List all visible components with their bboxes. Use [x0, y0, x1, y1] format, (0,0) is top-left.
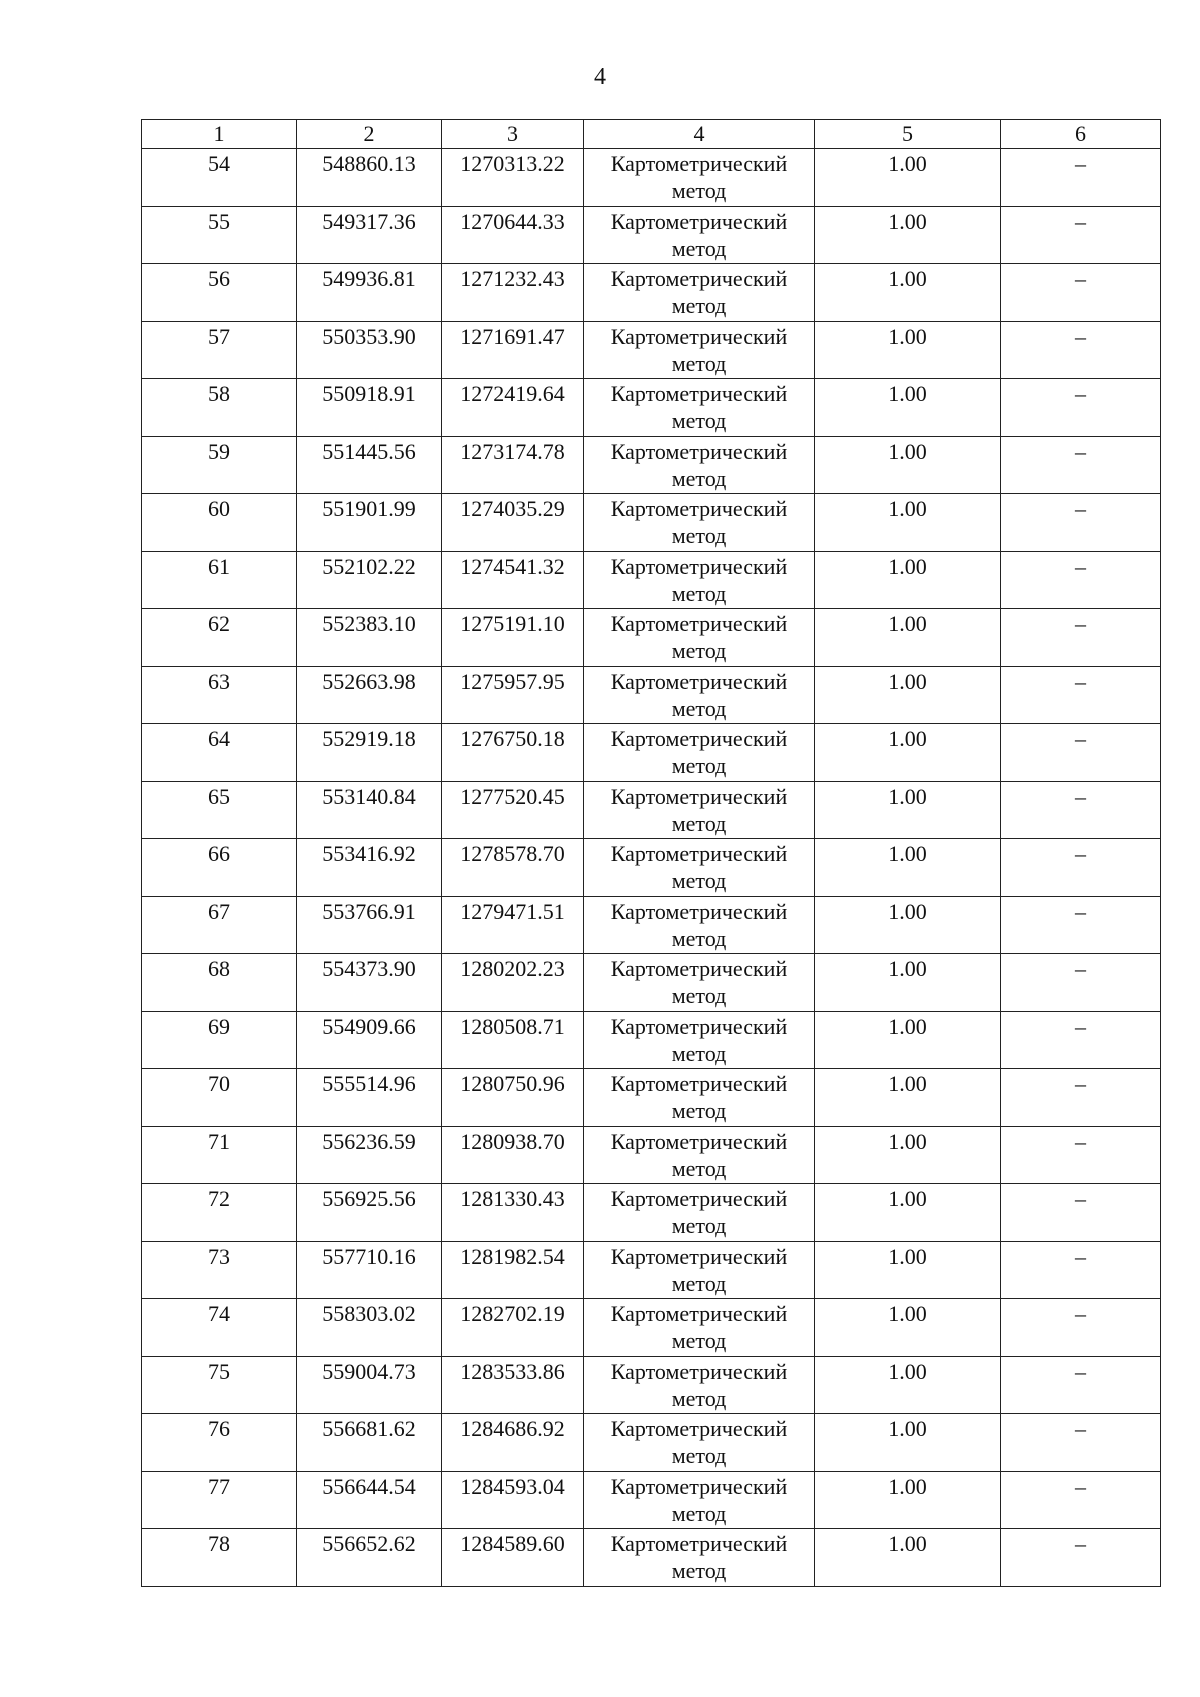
method-cell [584, 149, 815, 207]
method-cell [584, 609, 815, 667]
description-cell: – [1001, 1471, 1161, 1529]
description-cell: – [1001, 1299, 1161, 1357]
x-coordinate-cell: 552383.10 [297, 609, 442, 667]
method-text-line2: метод [671, 178, 727, 203]
point-number-cell: 54 [142, 149, 297, 207]
description-cell: – [1001, 781, 1161, 839]
description-cell: – [1001, 436, 1161, 494]
point-number-cell: 55 [142, 206, 297, 264]
point-number-cell: 67 [142, 896, 297, 954]
page-number: 4 [594, 64, 606, 90]
y-coordinate-cell: 1281330.43 [442, 1184, 584, 1242]
point-number-cell: 62 [142, 609, 297, 667]
description-cell: – [1001, 1529, 1161, 1587]
accuracy-cell: 1.00 [815, 321, 1001, 379]
point-number-cell: 74 [142, 1299, 297, 1357]
description-cell: – [1001, 839, 1161, 897]
description-cell: – [1001, 379, 1161, 437]
method-cell [584, 1241, 815, 1299]
method-text-line1: Картометрический [610, 1301, 788, 1326]
point-number-cell: 69 [142, 1011, 297, 1069]
method-text-line1: Картометрический [610, 841, 788, 866]
method-text-line2: метод [671, 983, 727, 1008]
table-row [142, 609, 1161, 667]
method-text-line2: метод [671, 293, 727, 318]
method-text-line2: метод [671, 1270, 727, 1296]
table-row [142, 1356, 1161, 1414]
method-text-line1: Картометрический [610, 668, 788, 694]
method-text-line2: метод [671, 1098, 727, 1123]
accuracy-cell: 1.00 [815, 379, 1001, 437]
table-row [142, 494, 1161, 552]
y-coordinate-cell: 1273174.78 [442, 436, 584, 494]
point-number-cell: 77 [142, 1471, 297, 1529]
accuracy-cell: 1.00 [815, 839, 1001, 897]
description-cell: – [1001, 264, 1161, 322]
method-text-line2: метод [671, 580, 727, 606]
description-cell: – [1001, 1414, 1161, 1472]
table-body [142, 149, 1161, 1587]
y-coordinate-cell: 1280750.96 [442, 1069, 584, 1127]
x-coordinate-cell: 551901.99 [297, 494, 442, 552]
accuracy-cell: 1.00 [815, 149, 1001, 207]
column-header-5: 5 [815, 120, 1001, 149]
method-text-line2: метод [671, 235, 727, 261]
x-coordinate-cell: 554373.90 [297, 954, 442, 1012]
method-cell [584, 264, 815, 322]
method-text-line2: метод [671, 1558, 727, 1583]
y-coordinate-cell: 1275957.95 [442, 666, 584, 724]
accuracy-cell: 1.00 [815, 494, 1001, 552]
y-coordinate-cell: 1274035.29 [442, 494, 584, 552]
method-text-line2: метод [671, 1385, 727, 1411]
y-coordinate-cell: 1280202.23 [442, 954, 584, 1012]
description-cell: – [1001, 1011, 1161, 1069]
y-coordinate-cell: 1284593.04 [442, 1471, 584, 1529]
table-row [142, 1529, 1161, 1587]
table-row [142, 1011, 1161, 1069]
description-cell: – [1001, 494, 1161, 552]
point-number-cell: 63 [142, 666, 297, 724]
point-number-cell: 64 [142, 724, 297, 782]
method-text-line2: метод [671, 1155, 727, 1181]
method-text-line1: Картометрический [610, 1358, 788, 1384]
accuracy-cell: 1.00 [815, 1414, 1001, 1472]
accuracy-cell: 1.00 [815, 1529, 1001, 1587]
column-header-4: 4 [584, 120, 815, 149]
description-cell: – [1001, 666, 1161, 724]
description-cell: – [1001, 609, 1161, 667]
method-cell [584, 1184, 815, 1242]
method-text-line1: Картометрический [610, 496, 788, 521]
description-cell: – [1001, 1069, 1161, 1127]
point-number-cell: 76 [142, 1414, 297, 1472]
method-cell [584, 724, 815, 782]
method-text-line2: метод [671, 1213, 727, 1238]
description-cell: – [1001, 1241, 1161, 1299]
x-coordinate-cell: 550918.91 [297, 379, 442, 437]
method-text-line1: Картометрический [610, 151, 788, 176]
y-coordinate-cell: 1271691.47 [442, 321, 584, 379]
accuracy-cell: 1.00 [815, 1471, 1001, 1529]
method-text-line2: метод [671, 408, 727, 433]
method-cell [584, 321, 815, 379]
method-cell [584, 1011, 815, 1069]
point-number-cell: 59 [142, 436, 297, 494]
point-number-cell: 56 [142, 264, 297, 322]
accuracy-cell: 1.00 [815, 1184, 1001, 1242]
point-number-cell: 73 [142, 1241, 297, 1299]
description-cell: – [1001, 1126, 1161, 1184]
y-coordinate-cell: 1271232.43 [442, 264, 584, 322]
method-text-line1: Картометрический [610, 1531, 788, 1556]
method-text-line1: Картометрический [610, 611, 788, 636]
method-text-line2: метод [671, 753, 727, 778]
x-coordinate-cell: 553416.92 [297, 839, 442, 897]
method-text-line2: метод [671, 1040, 727, 1066]
column-header-6: 6 [1001, 120, 1161, 149]
accuracy-cell: 1.00 [815, 724, 1001, 782]
point-number-cell: 57 [142, 321, 297, 379]
accuracy-cell: 1.00 [815, 666, 1001, 724]
x-coordinate-cell: 551445.56 [297, 436, 442, 494]
method-cell [584, 1126, 815, 1184]
table-row [142, 724, 1161, 782]
method-text-line1: Картометрический [610, 323, 788, 349]
accuracy-cell: 1.00 [815, 1241, 1001, 1299]
point-number-cell: 72 [142, 1184, 297, 1242]
table-row [142, 436, 1161, 494]
method-cell [584, 1529, 815, 1587]
method-cell [584, 839, 815, 897]
method-cell [584, 896, 815, 954]
method-text-line1: Картометрический [610, 381, 788, 406]
description-cell: – [1001, 149, 1161, 207]
table-row [142, 839, 1161, 897]
accuracy-cell: 1.00 [815, 551, 1001, 609]
method-text-line1: Картометрический [610, 438, 788, 464]
method-text-line1: Картометрический [610, 1013, 788, 1039]
table-row [142, 321, 1161, 379]
table-row [142, 379, 1161, 437]
x-coordinate-cell: 556681.62 [297, 1414, 442, 1472]
method-cell [584, 1414, 815, 1472]
method-text-line2: метод [671, 810, 727, 836]
point-number-cell: 75 [142, 1356, 297, 1414]
y-coordinate-cell: 1280938.70 [442, 1126, 584, 1184]
method-cell [584, 954, 815, 1012]
description-cell: – [1001, 954, 1161, 1012]
point-number-cell: 68 [142, 954, 297, 1012]
y-coordinate-cell: 1270644.33 [442, 206, 584, 264]
method-cell [584, 1069, 815, 1127]
accuracy-cell: 1.00 [815, 1356, 1001, 1414]
description-cell: – [1001, 1356, 1161, 1414]
y-coordinate-cell: 1281982.54 [442, 1241, 584, 1299]
x-coordinate-cell: 549317.36 [297, 206, 442, 264]
y-coordinate-cell: 1282702.19 [442, 1299, 584, 1357]
table-header [142, 120, 1161, 149]
description-cell: – [1001, 724, 1161, 782]
x-coordinate-cell: 548860.13 [297, 149, 442, 207]
coordinates-table [141, 119, 1161, 1587]
method-text-line1: Картометрический [610, 1416, 788, 1441]
table-row [142, 666, 1161, 724]
method-cell [584, 1471, 815, 1529]
y-coordinate-cell: 1283533.86 [442, 1356, 584, 1414]
y-coordinate-cell: 1284589.60 [442, 1529, 584, 1587]
y-coordinate-cell: 1280508.71 [442, 1011, 584, 1069]
method-text-line1: Картометрический [610, 1473, 788, 1499]
method-text-line1: Картометрический [610, 208, 788, 234]
method-cell [584, 379, 815, 437]
method-text-line2: метод [671, 638, 727, 663]
method-text-line2: метод [671, 1443, 727, 1468]
method-text-line1: Картометрический [610, 726, 788, 751]
method-text-line1: Картометрический [610, 956, 788, 981]
x-coordinate-cell: 552663.98 [297, 666, 442, 724]
accuracy-cell: 1.00 [815, 436, 1001, 494]
point-number-cell: 71 [142, 1126, 297, 1184]
x-coordinate-cell: 554909.66 [297, 1011, 442, 1069]
method-text-line2: метод [671, 695, 727, 721]
point-number-cell: 78 [142, 1529, 297, 1587]
accuracy-cell: 1.00 [815, 781, 1001, 839]
method-text-line1: Картометрический [610, 553, 788, 579]
accuracy-cell: 1.00 [815, 896, 1001, 954]
table-row [142, 1069, 1161, 1127]
y-coordinate-cell: 1276750.18 [442, 724, 584, 782]
table-row [142, 149, 1161, 207]
description-cell: – [1001, 206, 1161, 264]
accuracy-cell: 1.00 [815, 1069, 1001, 1127]
method-text-line2: метод [671, 350, 727, 376]
description-cell: – [1001, 321, 1161, 379]
point-number-cell: 58 [142, 379, 297, 437]
method-text-line1: Картометрический [610, 266, 788, 291]
method-text-line1: Картометрический [610, 1243, 788, 1269]
accuracy-cell: 1.00 [815, 264, 1001, 322]
method-text-line1: Картометрический [610, 898, 788, 924]
x-coordinate-cell: 550353.90 [297, 321, 442, 379]
method-cell [584, 781, 815, 839]
method-text-line2: метод [671, 1500, 727, 1526]
method-text-line2: метод [671, 868, 727, 893]
point-number-cell: 61 [142, 551, 297, 609]
y-coordinate-cell: 1277520.45 [442, 781, 584, 839]
y-coordinate-cell: 1274541.32 [442, 551, 584, 609]
table-row [142, 896, 1161, 954]
y-coordinate-cell: 1278578.70 [442, 839, 584, 897]
accuracy-cell: 1.00 [815, 954, 1001, 1012]
method-cell [584, 551, 815, 609]
header-row [142, 120, 1161, 149]
method-text-line1: Картометрический [610, 1128, 788, 1154]
x-coordinate-cell: 552102.22 [297, 551, 442, 609]
x-coordinate-cell: 552919.18 [297, 724, 442, 782]
x-coordinate-cell: 557710.16 [297, 1241, 442, 1299]
table-row [142, 264, 1161, 322]
point-number-cell: 66 [142, 839, 297, 897]
x-coordinate-cell: 556236.59 [297, 1126, 442, 1184]
column-header-3: 3 [442, 120, 584, 149]
column-header-1: 1 [142, 120, 297, 149]
method-cell [584, 1299, 815, 1357]
table-row [142, 1299, 1161, 1357]
method-text-line2: метод [671, 465, 727, 491]
method-text-line1: Картометрический [610, 783, 788, 809]
table-row [142, 206, 1161, 264]
column-header-2: 2 [297, 120, 442, 149]
y-coordinate-cell: 1284686.92 [442, 1414, 584, 1472]
method-cell [584, 206, 815, 264]
y-coordinate-cell: 1275191.10 [442, 609, 584, 667]
method-text-line2: метод [671, 925, 727, 951]
x-coordinate-cell: 556652.62 [297, 1529, 442, 1587]
accuracy-cell: 1.00 [815, 206, 1001, 264]
description-cell: – [1001, 551, 1161, 609]
table-row [142, 1126, 1161, 1184]
table-row [142, 1241, 1161, 1299]
x-coordinate-cell: 553140.84 [297, 781, 442, 839]
x-coordinate-cell: 556925.56 [297, 1184, 442, 1242]
accuracy-cell: 1.00 [815, 1011, 1001, 1069]
method-cell [584, 436, 815, 494]
method-text-line1: Картометрический [610, 1186, 788, 1211]
y-coordinate-cell: 1279471.51 [442, 896, 584, 954]
table-row [142, 781, 1161, 839]
table-row [142, 954, 1161, 1012]
accuracy-cell: 1.00 [815, 609, 1001, 667]
point-number-cell: 70 [142, 1069, 297, 1127]
accuracy-cell: 1.00 [815, 1126, 1001, 1184]
table-row [142, 551, 1161, 609]
accuracy-cell: 1.00 [815, 1299, 1001, 1357]
table-row [142, 1414, 1161, 1472]
method-cell [584, 1356, 815, 1414]
x-coordinate-cell: 556644.54 [297, 1471, 442, 1529]
description-cell: – [1001, 896, 1161, 954]
x-coordinate-cell: 553766.91 [297, 896, 442, 954]
x-coordinate-cell: 558303.02 [297, 1299, 442, 1357]
method-text-line2: метод [671, 1328, 727, 1353]
x-coordinate-cell: 549936.81 [297, 264, 442, 322]
method-cell [584, 666, 815, 724]
y-coordinate-cell: 1270313.22 [442, 149, 584, 207]
point-number-cell: 65 [142, 781, 297, 839]
table-row [142, 1471, 1161, 1529]
x-coordinate-cell: 555514.96 [297, 1069, 442, 1127]
x-coordinate-cell: 559004.73 [297, 1356, 442, 1414]
point-number-cell: 60 [142, 494, 297, 552]
method-text-line2: метод [671, 523, 727, 548]
table-row [142, 1184, 1161, 1242]
description-cell: – [1001, 1184, 1161, 1242]
y-coordinate-cell: 1272419.64 [442, 379, 584, 437]
method-text-line1: Картометрический [610, 1071, 788, 1096]
method-cell [584, 494, 815, 552]
